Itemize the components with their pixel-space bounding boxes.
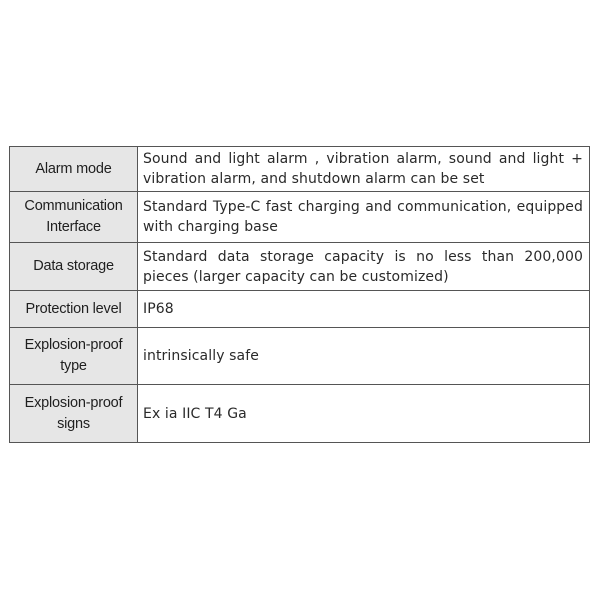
row-value-communication-interface: Standard Type-C fast charging and communication, equipped with charging base [138,192,590,243]
table-row [10,147,590,192]
table-row [10,192,590,243]
row-label-protection-level: Protection level [10,291,138,328]
table-row [10,328,590,385]
row-label-data-storage: Data storage [10,243,138,291]
row-value-protection-level: IP68 [138,291,590,328]
row-label-explosion-proof-signs: Explosion-proof signs [10,385,138,443]
row-label-communication-interface: Communication Interface [10,192,138,243]
row-value-data-storage: Standard data storage capacity is no less than 200,000 pieces (larger capacity can be customized) [138,243,590,291]
row-label-alarm-mode: Alarm mode [10,147,138,192]
table-row [10,291,590,328]
table-row [10,243,590,291]
row-label-explosion-proof-type: Explosion-proof type [10,328,138,385]
row-value-explosion-proof-signs: Ex ia IIC T4 Ga [138,385,590,443]
table-row [10,385,590,443]
specifications-table [9,146,590,443]
row-value-alarm-mode: Sound and light alarm , vibration alarm, sound and light + vibration alarm, and shutdown alarm can be set [138,147,590,192]
row-value-explosion-proof-type: intrinsically safe [138,328,590,385]
